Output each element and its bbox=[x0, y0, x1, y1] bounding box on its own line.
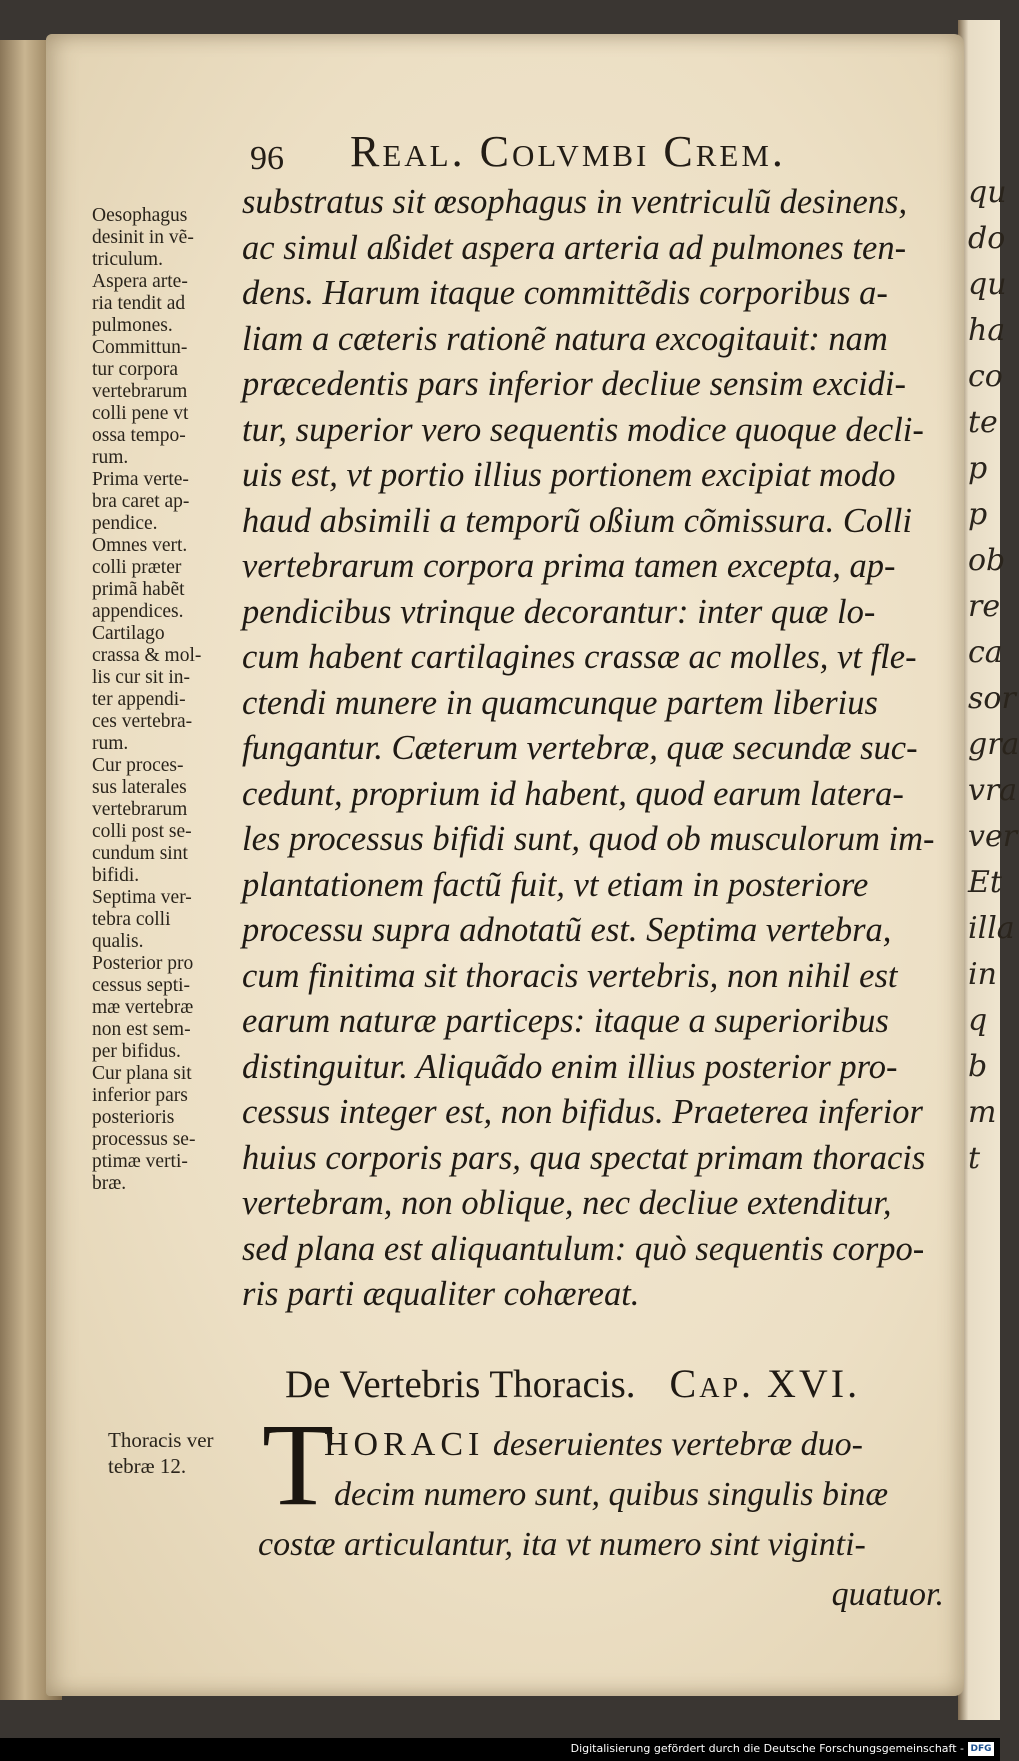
margin-note-line: mæ vertebræ bbox=[92, 997, 194, 1018]
facing-page-fragment: ob bbox=[968, 543, 1006, 578]
margin-note-line: Oesophagus bbox=[92, 205, 188, 226]
facing-page-fragment: te bbox=[968, 405, 998, 440]
margin-note-line: bifidi. bbox=[92, 865, 140, 886]
facing-page-fragment: co bbox=[968, 359, 1003, 394]
margin-note-line: rum. bbox=[92, 733, 129, 754]
margin-note-line: colli præter bbox=[92, 557, 182, 578]
text-line: cum finitima sit thoracis vertebris, non nihil est bbox=[242, 956, 898, 995]
facing-page-fragment: gra bbox=[968, 727, 1019, 762]
margin-note-line: pulmones. bbox=[92, 315, 173, 336]
margin-note-line: ter appendi- bbox=[92, 689, 186, 710]
facing-page-fragment: p bbox=[968, 497, 988, 532]
margin-note-line: tebræ 12. bbox=[108, 1454, 187, 1478]
chapter-line: decim numero sunt, quibus singulis binæ bbox=[334, 1476, 889, 1513]
text-line: uis est, vt portio illius portionem excipiat modo bbox=[242, 456, 896, 494]
margin-note-line: Septima ver- bbox=[92, 887, 192, 908]
margin-note-line: ossa tempo- bbox=[92, 425, 186, 446]
chapter-line bbox=[258, 1420, 958, 1470]
margin-note-line: Cur plana sit bbox=[92, 1063, 192, 1084]
margin-note-line: Thoracis ver bbox=[108, 1428, 214, 1452]
text-line: substratus sit œsophagus in ventriculũ desinens, bbox=[242, 183, 908, 221]
facing-page-fragment: m bbox=[968, 1095, 997, 1130]
margin-note-line: desinit in vẽ- bbox=[92, 227, 194, 248]
facing-page-fragment: q bbox=[968, 1003, 988, 1038]
text-line: cessus integer est, non bifidus. Praeterea inferior bbox=[242, 1093, 923, 1131]
text-line: haud absimili a temporũ oßium cõmissura. Colli bbox=[242, 501, 912, 540]
marginal-notes bbox=[92, 205, 252, 1195]
facing-page-fragment: p bbox=[968, 451, 988, 486]
margin-note-line: Committun- bbox=[92, 337, 188, 358]
chapter-title: De Vertebris Thoracis. bbox=[285, 1363, 636, 1406]
margin-note-line: crassa & mol- bbox=[92, 645, 202, 666]
margin-note-line: posterioris bbox=[92, 1107, 175, 1128]
chapter-line-rest: deseruientes vertebræ duo- bbox=[484, 1426, 863, 1463]
facing-page-fragment: ca bbox=[968, 635, 1003, 670]
margin-note-line: non est sem- bbox=[92, 1019, 191, 1040]
margin-note-line: primã habẽt bbox=[92, 579, 185, 600]
text-line: vertebram, non oblique, nec decliue extenditur, bbox=[242, 1184, 892, 1222]
text-line: pendicibus vtrinque decorantur: inter quæ lo- bbox=[242, 592, 876, 631]
facing-page-fragment: ha bbox=[968, 313, 1006, 348]
margin-note-line: cessus septi- bbox=[92, 975, 191, 996]
drop-cap: T bbox=[262, 1399, 335, 1530]
running-title: Real. Colvmbi Crem. bbox=[350, 127, 786, 176]
chapter-line: costæ articulantur, ita vt numero sint viginti- bbox=[258, 1526, 866, 1563]
facing-page-fragment: Et bbox=[968, 865, 1002, 900]
margin-note-line: cundum sint bbox=[92, 843, 188, 864]
facing-page-fragment: illa bbox=[968, 911, 1015, 946]
margin-note-thoracis bbox=[108, 1427, 258, 1479]
body-text bbox=[242, 180, 954, 1318]
text-line: vertebrarum corpora prima tamen excepta, ap- bbox=[242, 547, 896, 585]
margin-note-line: qualis. bbox=[92, 931, 144, 952]
text-line: liam a cæteris rationẽ natura excogitauit: nam bbox=[242, 319, 888, 358]
margin-note-line: Omnes vert. bbox=[92, 535, 188, 556]
chapter-line: quatuor. bbox=[831, 1576, 944, 1613]
facing-page-fragment: t bbox=[968, 1141, 981, 1176]
margin-note-line: Prima verte- bbox=[92, 469, 189, 490]
chapter-first-word: HORACI bbox=[324, 1426, 485, 1463]
margin-note-line: sus laterales bbox=[92, 777, 187, 798]
facing-page-fragment: ver bbox=[968, 819, 1018, 854]
facing-page-fragment: sor bbox=[968, 681, 1016, 716]
facing-page-fragments bbox=[968, 170, 1019, 1182]
text-line: huius corporis pars, qua spectat primam thoracis bbox=[242, 1138, 926, 1177]
margin-note-line: lis cur sit in- bbox=[92, 667, 191, 688]
margin-note-line: Posterior pro bbox=[92, 953, 194, 974]
text-line: ac simul aßidet aspera arteria ad pulmones ten- bbox=[242, 228, 907, 267]
facing-page-fragment: qu bbox=[968, 267, 1007, 302]
margin-note-line: tur corpora bbox=[92, 359, 179, 380]
margin-note-line: Aspera arte- bbox=[92, 271, 188, 292]
text-line: ctendi munere in quamcunque partem liberius bbox=[242, 683, 878, 722]
chapter-heading bbox=[285, 1360, 965, 1407]
text-line: cum habent cartilagines crassæ ac molles, vt fle- bbox=[242, 638, 917, 676]
margin-note-line: bra caret ap- bbox=[92, 491, 190, 512]
facing-page-fragment: qu bbox=[968, 175, 1007, 210]
margin-note-line: bræ. bbox=[92, 1173, 127, 1194]
digitization-footer bbox=[0, 1738, 1000, 1761]
margin-note-line: colli post se- bbox=[92, 821, 192, 842]
page-header bbox=[250, 120, 890, 180]
facing-page-fragment: do bbox=[968, 221, 1006, 256]
text-line: tur, superior vero sequentis modice quoque decli- bbox=[242, 410, 924, 449]
margin-note-line: vertebrarum bbox=[92, 381, 188, 402]
text-line: dens. Harum itaque committẽdis corporibus a- bbox=[242, 274, 888, 312]
margin-note-line: rum. bbox=[92, 447, 129, 468]
text-line: processu supra adnotatũ est. Septima vertebra, bbox=[242, 911, 892, 949]
margin-note-line: Cartilago bbox=[92, 623, 165, 644]
margin-note-line: ria tendit ad bbox=[92, 293, 186, 314]
margin-note-line: ces vertebra- bbox=[92, 711, 193, 732]
dfg-logo: DFG bbox=[968, 1742, 994, 1756]
text-line: les processus bifidi sunt, quod ob musculorum im- bbox=[242, 820, 935, 858]
facing-page-fragment: vra bbox=[968, 773, 1018, 808]
margin-note-line: pendice. bbox=[92, 513, 158, 534]
facing-page-fragment: b bbox=[968, 1049, 988, 1084]
margin-note-line: triculum. bbox=[92, 249, 163, 270]
text-line: plantationem factũ fuit, vt etiam in posteriore bbox=[242, 865, 869, 904]
facing-page-fragment: in bbox=[968, 957, 997, 992]
chapter-text bbox=[258, 1420, 958, 1620]
margin-note-line: vertebrarum bbox=[92, 799, 188, 820]
margin-note-line: per bifidus. bbox=[92, 1041, 181, 1062]
chapter-number: Cap. XVI. bbox=[669, 1361, 861, 1406]
text-line: sed plana est aliquantulum: quò sequentis corpo- bbox=[242, 1229, 925, 1268]
margin-note-line: ptimæ verti- bbox=[92, 1151, 188, 1172]
text-line: earum naturæ particeps: itaque a superioribus bbox=[242, 1002, 889, 1040]
page-number: 96 bbox=[250, 140, 284, 177]
margin-note-line: processus se- bbox=[92, 1129, 196, 1150]
footer-credit: Digitalisierung gefördert durch die Deutsche Forschungsgemeinschaft - bbox=[570, 1742, 964, 1755]
text-line: ris parti æqualiter cohæreat. bbox=[242, 1275, 640, 1313]
facing-page-fragment: re bbox=[968, 589, 1001, 624]
text-line: fungantur. Cæterum vertebræ, quæ secundæ suc- bbox=[242, 729, 918, 767]
text-line: cedunt, proprium id habent, quod earum latera- bbox=[242, 774, 904, 813]
margin-note-line: Cur proces- bbox=[92, 755, 184, 776]
margin-note-line: appendices. bbox=[92, 601, 184, 622]
text-line: præcedentis pars inferior decliue sensim excidi- bbox=[242, 365, 906, 403]
margin-note-line: inferior pars bbox=[92, 1085, 188, 1106]
text-line: distinguitur. Aliquãdo enim illius posterior pro- bbox=[242, 1047, 898, 1086]
margin-note-line: tebra colli bbox=[92, 909, 171, 930]
margin-note-line: colli pene vt bbox=[92, 403, 189, 424]
